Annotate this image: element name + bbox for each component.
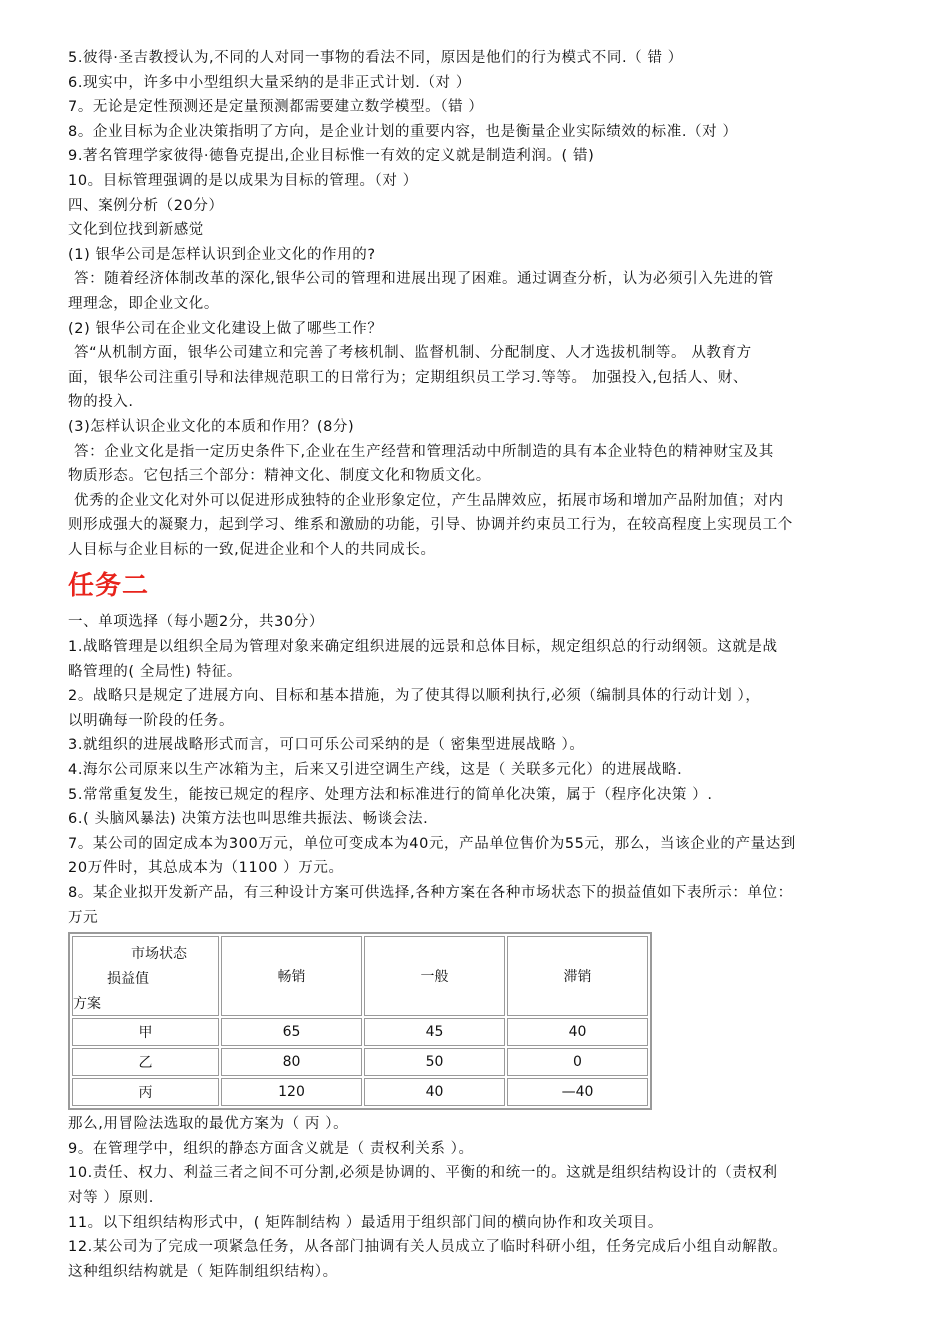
- task-2-heading: 任务二: [68, 571, 150, 602]
- case-answer-3-line-2: 物质形态。它包括三个部分：精神文化、制度文化和物质文化。: [68, 468, 491, 485]
- tf-item-7: 7。无论是定性预测还是定量预测都需要建立数学模型。（错 ）: [68, 99, 484, 116]
- table-header-cell: 畅销: [221, 936, 362, 1016]
- case-answer-3-line-3: 优秀的企业文化对外可以促进形成独特的企业形象定位，产生品牌效应，拓展市场和增加产品附加值；对内: [74, 492, 784, 509]
- mc-item-2-line-1: 2。战略只是规定了进展方向、目标和基本措施，为了使其得以顺利执行,必须（编制具体的行动计划 ），: [68, 688, 761, 705]
- mc-item-8-answer: 那么,用冒险法选取的最优方案为（ 丙 ）。: [68, 1116, 349, 1133]
- table-cell: 40: [364, 1078, 505, 1106]
- table-cell: 65: [221, 1018, 362, 1046]
- case-answer-2-line-3: 物的投入.: [68, 394, 134, 411]
- case-answer-2-line-1: 答“从机制方面，银华公司建立和完善了考核机制、监督机制、分配制度、人才选拔机制等。 从教育方: [74, 345, 752, 362]
- table-cell: 0: [507, 1048, 648, 1076]
- case-question-1: (1) 银华公司是怎样认识到企业文化的作用的?: [68, 246, 376, 263]
- case-answer-2-line-2: 面，银华公司注重引导和法律规范职工的日常行为；定期组织员工学习.等等。 加强投入,包括人、财、: [68, 369, 749, 386]
- table-corner-cell: [72, 936, 219, 1016]
- case-name: 文化到位找到新感觉: [68, 222, 204, 239]
- mc-item-1-line-2: 略管理的( 全局性) 特征。: [68, 663, 242, 680]
- mc-item-10-line-1: 10.责任、权力、利益三者之间不可分割,必须是协调的、平衡的和统一的。这就是组织结构设计的（责权利: [68, 1165, 778, 1182]
- table-row: [72, 1018, 648, 1046]
- table-row: [72, 1078, 648, 1106]
- mc-item-6: 6.( 头脑风暴法) 决策方法也叫思维共振法、畅谈会法.: [68, 811, 429, 828]
- mc-item-10-line-2: 对等 ）原则.: [68, 1189, 154, 1206]
- mc-item-4: 4.海尔公司原来以生产冰箱为主，后来又引进空调生产线，这是（ 关联多元化）的进展战略.: [68, 762, 683, 779]
- table-cell: 45: [364, 1018, 505, 1046]
- case-question-2: (2) 银华公司在企业文化建设上做了哪些工作？: [68, 320, 383, 337]
- table-cell: —40: [507, 1078, 648, 1106]
- mc-item-5: 5.常常重复发生，能按已规定的程序、处理方法和标准进行的简单化决策，属于（程序化决策 ）.: [68, 786, 713, 803]
- mc-section-title: 一、单项选择（每小题2分，共30分）: [68, 614, 324, 631]
- case-answer-1-line-2: 理理念，即企业文化。: [68, 295, 219, 312]
- mc-item-11: 11。以下组织结构形式中，( 矩阵制结构 ）最适用于组织部门间的横向协作和攻关项目。: [68, 1214, 664, 1231]
- tf-item-5: 5.彼得·圣吉教授认为,不同的人对同一事物的看法不同，原因是他们的行为模式不同.（ 错 ）: [68, 50, 683, 66]
- mc-item-1-line-1: 1.战略管理是以组织全局为管理对象来确定组织进展的远景和总体目标，规定组织总的行动纲领。这就是战: [68, 639, 778, 656]
- table-header-cell: 一般: [364, 936, 505, 1016]
- tf-item-10: 10。目标管理强调的是以成果为目标的管理。（对 ）: [68, 172, 418, 189]
- corner-label-market: 市场状态: [131, 946, 187, 963]
- case-answer-3-line-4: 则形成强大的凝聚力，起到学习、维系和激励的功能，引导、协调并约束员工行为，在较高程度上实现员工个: [68, 517, 793, 534]
- mc-item-12-line-1: 12.某公司为了完成一项紧急任务，从各部门抽调有关人员成立了临时科研小组，任务完成后小组自动解散。: [68, 1239, 788, 1256]
- mc-item-12-line-2: 这种组织结构就是（ 矩阵制组织结构）。: [68, 1263, 338, 1280]
- table-cell: 80: [221, 1048, 362, 1076]
- table-row: [72, 1048, 648, 1076]
- mc-item-3: 3.就组织的进展战略形式而言，可口可乐公司采纳的是（ 密集型进展战略 ）。: [68, 737, 585, 754]
- mc-item-2-line-2: 以明确每一阶段的任务。: [68, 712, 235, 729]
- corner-label-value: 损益值: [107, 971, 149, 988]
- table-row-label: 甲: [72, 1018, 219, 1046]
- case-answer-1-line-1: 答：随着经济体制改革的深化,银华公司的管理和进展出现了困难。通过调查分析，认为必须引入先进的管: [74, 271, 774, 288]
- case-question-3: (3)怎样认识企业文化的本质和作用？(8分): [68, 418, 355, 435]
- mc-item-8-line-2: 万元: [68, 909, 99, 926]
- table-cell: 40: [507, 1018, 648, 1046]
- case-answer-3-line-1: 答：企业文化是指一定历史条件下,企业在生产经营和管理活动中所制造的具有本企业特色的精神财宝及其: [74, 443, 774, 460]
- table-row-label: 丙: [72, 1078, 219, 1106]
- document-page: [68, 46, 868, 1284]
- tf-item-6: 6.现实中，许多中小型组织大量采纳的是非正式计划.（对 ）: [68, 74, 471, 91]
- mc-item-7-line-2: 20万件时，其总成本为（1100 ）万元。: [68, 860, 344, 877]
- mc-item-7-line-1: 7。某公司的固定成本为300万元，单位可变成本为40元，产品单位售价为55元，那么，当该企业的产量达到: [68, 835, 796, 852]
- payoff-table: [68, 932, 652, 1110]
- mc-item-8-line-1: 8。某企业拟开发新产品，有三种设计方案可供选择,各种方案在各种市场状态下的损益值如下表所示：单位：: [68, 885, 793, 901]
- tf-item-8: 8。企业目标为企业决策指明了方向，是企业计划的重要内容，也是衡量企业实际绩效的标准.（对 ）: [68, 123, 738, 140]
- table-cell: 50: [364, 1048, 505, 1076]
- mc-item-9: 9。在管理学中，组织的静态方面含义就是（ 责权利关系 ）。: [68, 1140, 474, 1157]
- case-section-title: 四、案例分析（20分）: [68, 197, 224, 214]
- tf-item-9: 9.著名管理学家彼得·德鲁克提出,企业目标惟一有效的定义就是制造利润。( 错): [68, 148, 595, 165]
- case-answer-3-line-5: 人目标与企业目标的一致,促进企业和个人的共同成长。: [68, 541, 436, 558]
- table-row-label: 乙: [72, 1048, 219, 1076]
- corner-label-plan: 方案: [73, 996, 101, 1013]
- table-header-cell: 滞销: [507, 936, 648, 1016]
- table-cell: 120: [221, 1078, 362, 1106]
